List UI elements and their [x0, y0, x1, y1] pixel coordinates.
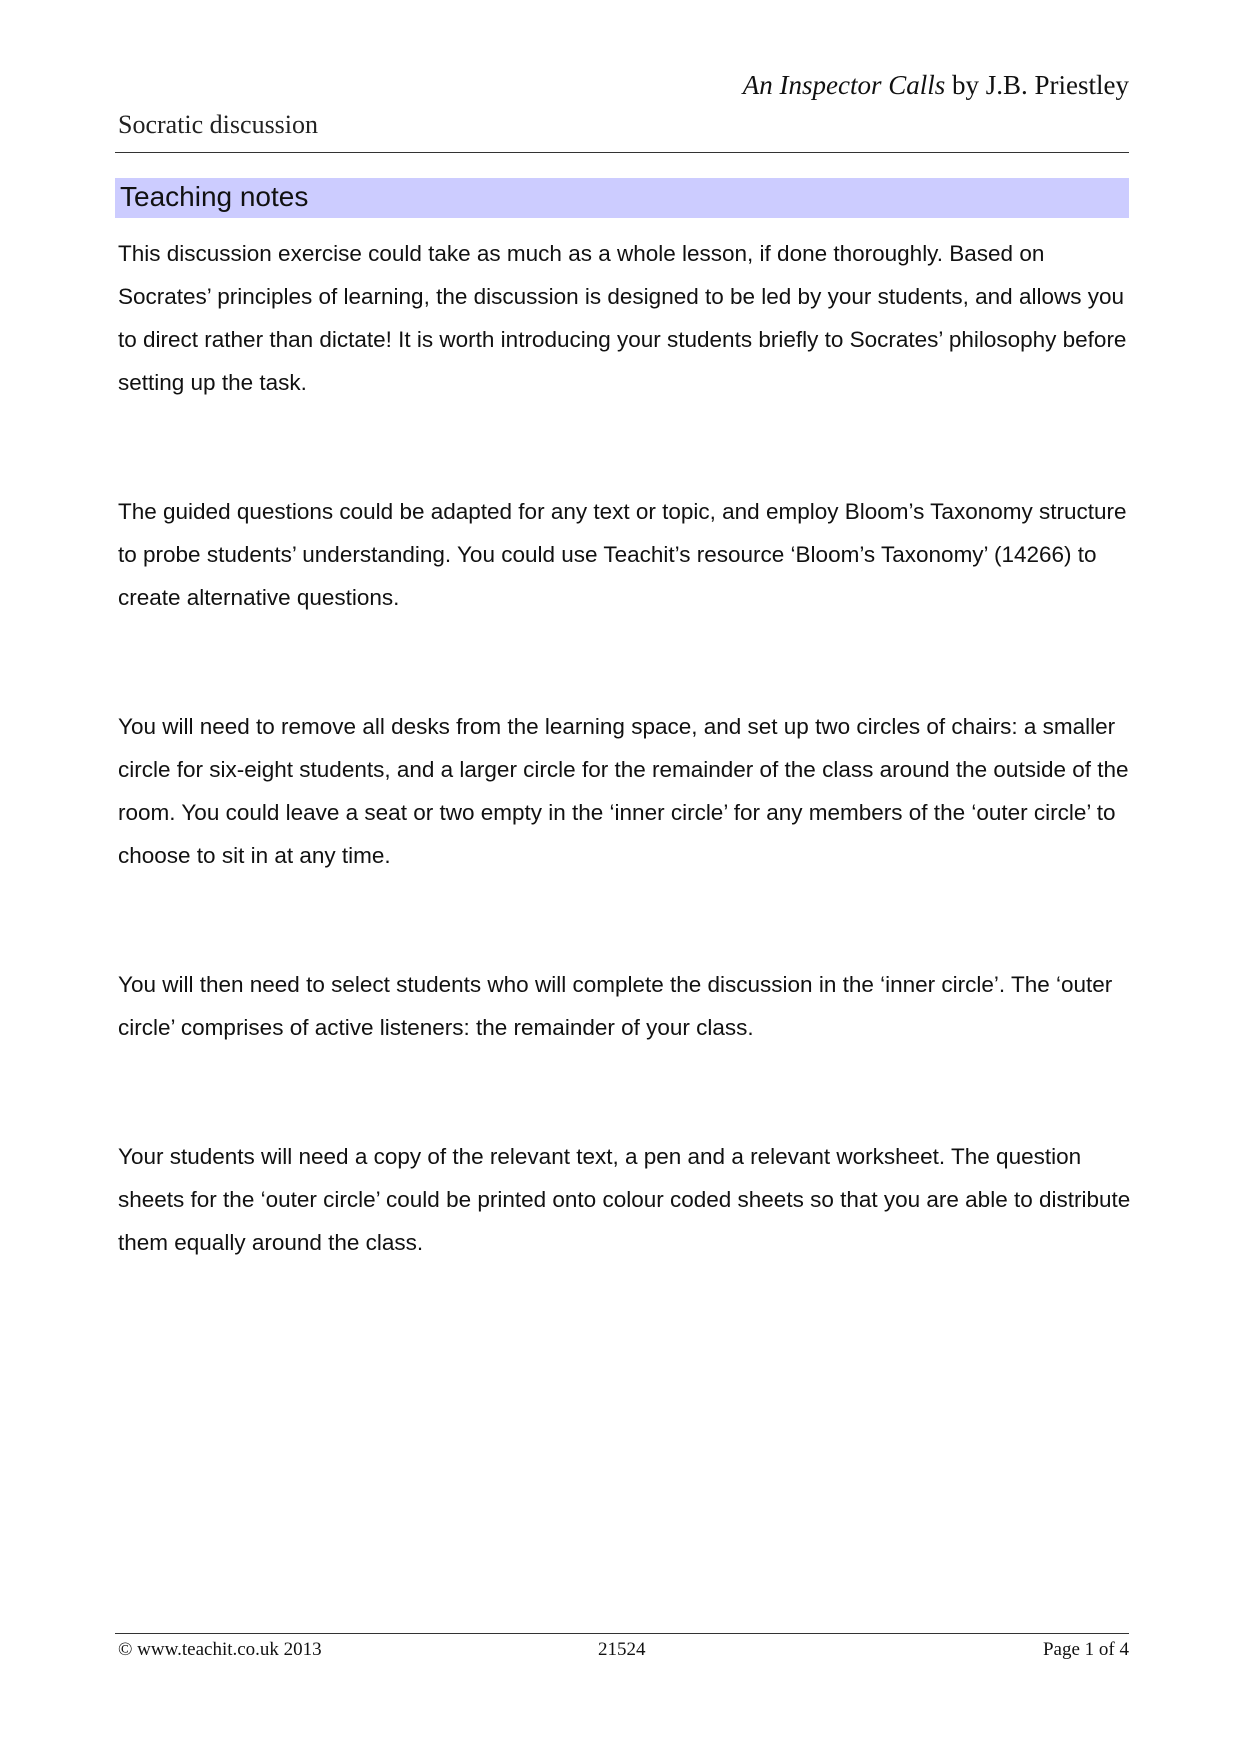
paragraph-materials: Your students will need a copy of the relevant text, a pen and a relevant worksheet. The question sheets for the ‘outer circle’ could be printed onto colour coded sheets so that you are able to distribute them equally around the class.: [118, 1144, 1131, 1255]
document-title: [743, 70, 1129, 101]
footer-divider: [115, 1633, 1129, 1634]
paragraph-student-selection: You will then need to select students who will complete the discussion in the ‘inner circle’. The ‘outer circle’ comprises of active listeners: the remainder of your class.: [118, 972, 1113, 1040]
paragraph-room-setup: You will need to remove all desks from the learning space, and set up two circles of chairs: a smaller circle for six-eight students, and a larger circle for the remainder of the class around the outside of the room. You could leave a seat or two empty in the ‘inner circle’ for any members of the ‘outer circle’ to choose to sit in at any time.: [118, 714, 1129, 868]
document-subtitle: Socratic discussion: [118, 110, 319, 139]
footer-resource-id: 21524: [598, 1639, 646, 1660]
header-divider: [115, 152, 1129, 153]
paragraph-intro: This discussion exercise could take as much as a whole lesson, if done thoroughly. Based on Socrates’ principles of learning, the discussion is designed to be led by your students, and allows you to direct rather than dictate! It is worth introducing your students briefly to Socrates’ philosophy before setting up the task.: [118, 241, 1127, 395]
footer-copyright: © www.teachit.co.uk 2013: [118, 1639, 322, 1660]
author-byline: by J.B. Priestley: [945, 70, 1129, 100]
footer-page-number: Page 1 of 4: [1042, 1639, 1129, 1660]
section-heading: Teaching notes: [120, 181, 309, 212]
work-title: An Inspector Calls: [742, 70, 946, 100]
paragraph-guided-questions: The guided questions could be adapted for any text or topic, and employ Bloom’s Taxonomy structure to probe students’ understanding. You could use Teachit’s resource ‘Bloom’s Taxonomy’ (14266) to create alternative questions.: [118, 499, 1127, 610]
